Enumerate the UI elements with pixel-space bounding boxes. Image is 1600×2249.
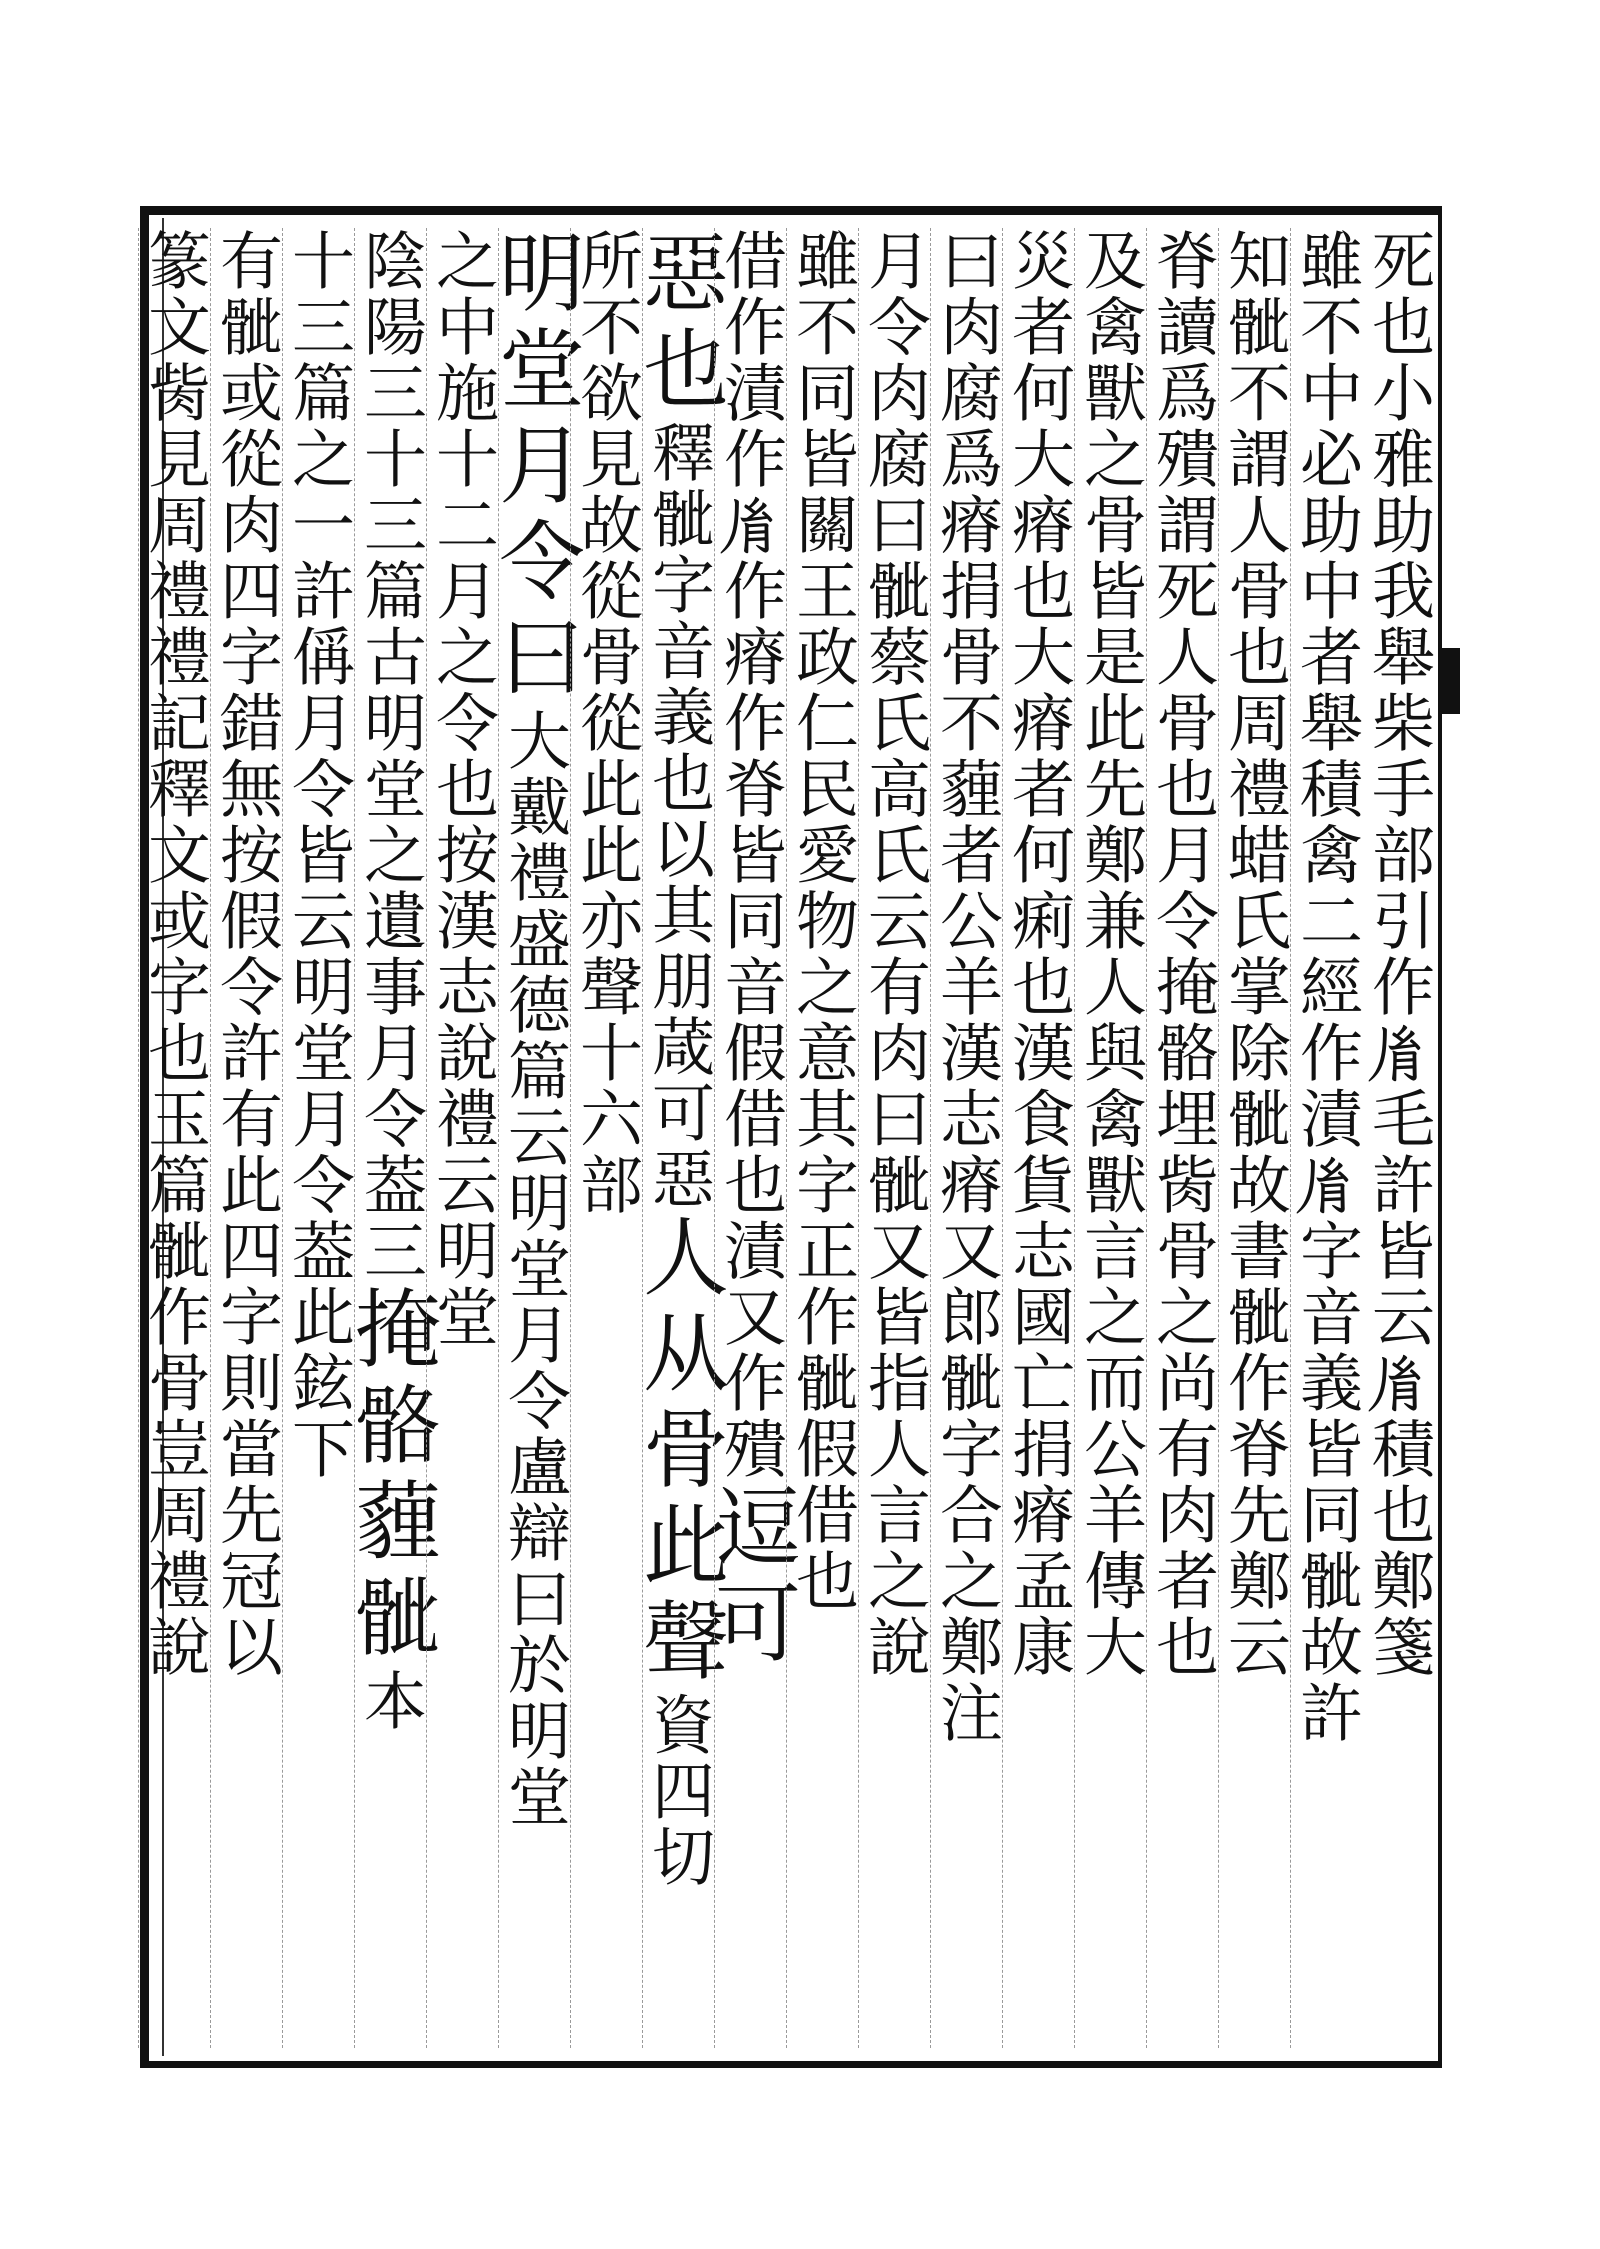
commentary-segment: 雖不中必助中者舉積禽二經作漬𦙍字音義皆同骴故許 — [1290, 228, 1363, 1746]
edge-tab-mark — [1442, 648, 1460, 714]
commentary-segment: 資四切 — [642, 1692, 715, 1890]
commentary-segment: 脊讀爲殨謂死人骨也月令掩骼埋胔骨之尚有肉者也 — [1146, 228, 1219, 1680]
text-column — [1290, 228, 1362, 2048]
text-column — [1146, 228, 1218, 2048]
commentary-segment: 知骴不謂人骨也周禮蜡氏掌除骴故書骴作脊先鄭云 — [1218, 228, 1291, 1680]
commentary-segment: 所不欲見故從骨從此此亦聲 — [570, 228, 643, 1020]
text-column — [210, 228, 282, 2048]
commentary-segment: 此鉉下 — [282, 1284, 355, 1482]
text-column — [570, 228, 642, 2048]
commentary-segment: 釋骴字音義也以其朋葴可惡 — [642, 420, 715, 1212]
commentary-segment: 曰肉腐爲瘠捐骨不薶者公羊漢志瘠又郎骴字合之鄭注 — [930, 228, 1003, 1746]
text-columns — [138, 228, 1435, 2048]
commentary-segment: 陰陽三十三篇古明堂之遺事月令葢三 — [354, 228, 427, 1284]
text-column — [282, 228, 354, 2048]
text-column — [1074, 228, 1146, 2048]
commentary-segment: 雖不同皆關王政仁民愛物之意其字正作骴假借也 — [786, 228, 859, 1614]
commentary-segment: 本 — [354, 1668, 427, 1734]
commentary-segment: 大戴禮盛德篇云明堂月令盧辯曰於明堂 — [498, 708, 571, 1830]
commentary-segment: 之中施十二月之令也按漢志說禮云明堂 — [426, 228, 499, 1350]
text-column — [340, 228, 440, 2048]
commentary-segment: 有骴或從肉四字錯無按假令許有此四字則當先冠以 — [210, 228, 283, 1680]
commentary-segment: 死也小雅助我舉柴手部引作𦙍毛許皆云𦙍積也鄭箋 — [1362, 228, 1435, 1680]
main-text-segment: 明堂月令曰 — [484, 228, 584, 708]
commentary-segment: 借作漬作𦙍作瘠作脊皆同音假借也漬又作殨 — [714, 228, 787, 1482]
text-column — [1218, 228, 1290, 2048]
commentary-segment: 及禽獸之骨皆是此先鄭兼人與禽獸言之而公羊傳大 — [1074, 228, 1147, 1680]
main-text-segment: 逗可 — [700, 1482, 800, 1674]
text-column — [858, 228, 930, 2048]
text-column — [930, 228, 1002, 2048]
main-text-segment: 掩骼薶骴 — [340, 1284, 440, 1668]
text-column — [786, 228, 858, 2048]
text-column — [138, 228, 210, 2048]
commentary-segment: 災者何大瘠也大瘠者何痢也漢食貨志國亡捐瘠孟康 — [1002, 228, 1075, 1680]
text-column — [700, 228, 800, 2048]
commentary-segment: 十六部 — [570, 1020, 643, 1218]
commentary-segment: 月令肉腐曰骴蔡氏高氏云有肉曰骴又皆指人言之說 — [858, 228, 931, 1680]
main-text-segment: 惡也 — [628, 228, 728, 420]
text-column — [484, 228, 584, 2048]
text-column — [628, 228, 728, 2048]
text-column — [1362, 228, 1434, 2048]
commentary-segment: 十三篇之一許偁月令皆云明堂月令葢 — [282, 228, 355, 1284]
text-column — [1002, 228, 1074, 2048]
commentary-segment: 篆文胔見周禮禮記釋文或字也玉篇骴作骨豈周禮說 — [138, 228, 211, 1680]
main-text-segment: 人从骨此聲 — [628, 1212, 728, 1692]
